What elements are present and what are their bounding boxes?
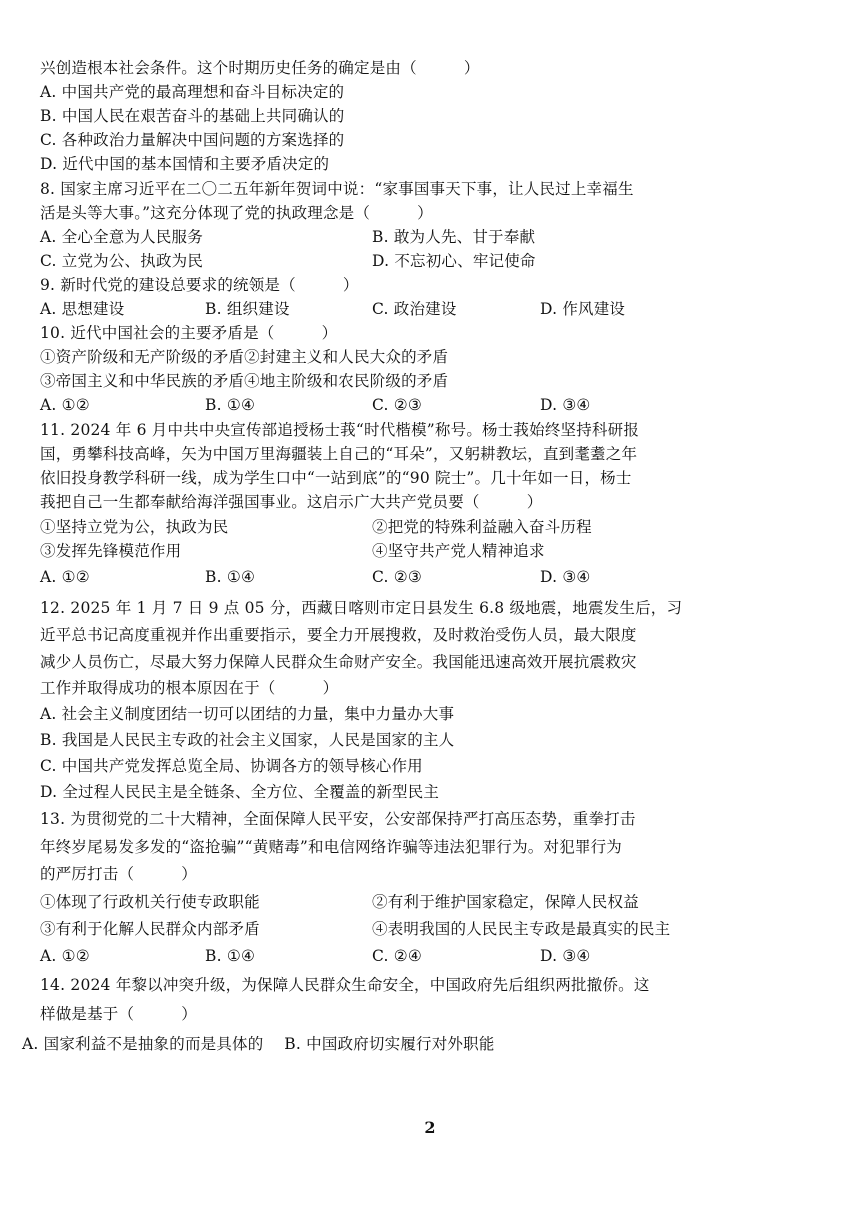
q14-options-ab: A. 国家利益不是抽象的而是具体的 B. 中国政府切实履行对外职能 — [22, 1035, 495, 1053]
q12-stem-line4: 工作并取得成功的根本原因在于（ ） — [40, 679, 339, 697]
q11-stem-line4: 莪把自己一生都奉献给海洋强国事业。这启示广大共产党员要（ ） — [40, 493, 543, 511]
q11-statement-4: ④坚守共产党人精神追求 — [372, 542, 545, 560]
q11-statement-3: ③发挥先锋模范作用 — [40, 542, 182, 560]
q10-option-b: B. ①④ — [205, 396, 256, 414]
q11-stem-line2: 国，勇攀科技高峰，矢为中国万里海疆装上自己的“耳朵”，又躬耕教坛，直到耄耋之年 — [40, 445, 638, 463]
q10-option-a: A. ①② — [40, 396, 90, 414]
q8-option-d: D. 不忘初心、牢记使命 — [372, 252, 536, 270]
q12-stem-line3: 减少人员伤亡，尽最大努力保障人民群众生命财产安全。我国能迅速高效开展抗震救灾 — [40, 653, 637, 671]
q11-stem-line1: 11. 2024 年 6 月中共中央宣传部追授杨士莪“时代楷模”称号。杨士莪始终坚持科研报 — [40, 421, 640, 439]
q8-option-a: A. 全心全意为人民服务 — [40, 228, 203, 246]
q11-statement-2: ②把党的特殊利益融入奋斗历程 — [372, 518, 592, 536]
q13-statement-2: ②有利于维护国家稳定，保障人民权益 — [372, 893, 639, 911]
q8-option-b: B. 敢为人先、甘于奉献 — [372, 228, 536, 246]
q9-option-c: C. 政治建设 — [372, 300, 457, 318]
q7-stem: 兴创造根本社会条件。这个时期历史任务的确定是由（ ） — [40, 59, 480, 77]
q7-option-c: C. 各种政治力量解决中国问题的方案选择的 — [40, 131, 345, 149]
q10-stem: 10. 近代中国社会的主要矛盾是（ ） — [40, 324, 338, 342]
q7-option-b: B. 中国人民在艰苦奋斗的基础上共同确认的 — [40, 107, 345, 125]
q7-option-a: A. 中国共产党的最高理想和奋斗目标决定的 — [40, 83, 345, 101]
q8-stem-line1: 8. 国家主席习近平在二〇二五年新年贺词中说：“家事国事天下事，让人民过上幸福生 — [40, 180, 634, 198]
q10-statements-1: ①资产阶级和无产阶级的矛盾②封建主义和人民大众的矛盾 — [40, 348, 449, 366]
q13-option-b: B. ①④ — [205, 947, 256, 965]
q9-option-b: B. 组织建设 — [205, 300, 290, 318]
q11-stem-line3: 依旧投身教学科研一线，成为学生口中“一站到底”的“90 院士”。几十年如一日，杨士 — [40, 469, 632, 487]
q13-stem-line2: 年终岁尾易发多发的“盗抢骗”“黄赌毒”和电信网络诈骗等违法犯罪行为。对犯罪行为 — [40, 838, 622, 856]
q13-option-c: C. ②④ — [372, 947, 422, 965]
q13-option-a: A. ①② — [40, 947, 90, 965]
q12-option-b: B. 我国是人民民主专政的社会主义国家，人民是国家的主人 — [40, 731, 455, 749]
q13-statement-1: ①体现了行政机关行使专政职能 — [40, 893, 260, 911]
q11-option-b: B. ①④ — [205, 568, 256, 586]
q12-option-d: D. 全过程人民民主是全链条、全方位、全覆盖的新型民主 — [40, 783, 440, 801]
q13-option-d: D. ③④ — [540, 947, 591, 965]
q8-option-c: C. 立党为公、执政为民 — [40, 252, 204, 270]
q9-option-d: D. 作风建设 — [540, 300, 626, 318]
q8-stem-line2: 活是头等大事。”这充分体现了党的执政理念是（ ） — [40, 204, 433, 222]
q10-option-d: D. ③④ — [540, 396, 591, 414]
q7-option-d: D. 近代中国的基本国情和主要矛盾决定的 — [40, 155, 330, 173]
q11-option-d: D. ③④ — [540, 568, 591, 586]
q13-stem-line3: 的严厉打击（ ） — [40, 865, 198, 883]
q11-option-c: C. ②③ — [372, 568, 422, 586]
q10-statements-2: ③帝国主义和中华民族的矛盾④地主阶级和农民阶级的矛盾 — [40, 372, 449, 390]
q12-option-c: C. 中国共产党发挥总览全局、协调各方的领导核心作用 — [40, 757, 423, 775]
q14-stem-line1: 14. 2024 年黎以冲突升级，为保障人民群众生命安全，中国政府先后组织两批撤侨。这 — [40, 976, 650, 994]
q14-stem-line2: 样做是基于（ ） — [40, 1005, 198, 1023]
q13-statement-4: ④表明我国的人民民主专政是最真实的民主 — [372, 920, 671, 938]
q13-statement-3: ③有利于化解人民群众内部矛盾 — [40, 920, 260, 938]
q11-statement-1: ①坚持立党为公，执政为民 — [40, 518, 229, 536]
q12-stem-line2: 近平总书记高度重视并作出重要指示，要全力开展搜救，及时救治受伤人员，最大限度 — [40, 626, 637, 644]
q12-option-a: A. 社会主义制度团结一切可以团结的力量，集中力量办大事 — [40, 705, 455, 723]
q12-stem-line1: 12. 2025 年 1 月 7 日 9 点 05 分，西藏日喀则市定日县发生 6.8 级地震，地震发生后，习 — [40, 599, 683, 617]
q11-option-a: A. ①② — [40, 568, 90, 586]
page-number: 2 — [424, 1118, 436, 1137]
q9-stem: 9. 新时代党的建设总要求的统领是（ ） — [40, 276, 359, 294]
q13-stem-line1: 13. 为贯彻党的二十大精神，全面保障人民平安，公安部保持严打高压态势，重拳打击 — [40, 810, 636, 828]
q9-option-a: A. 思想建设 — [40, 300, 125, 318]
q10-option-c: C. ②③ — [372, 396, 422, 414]
